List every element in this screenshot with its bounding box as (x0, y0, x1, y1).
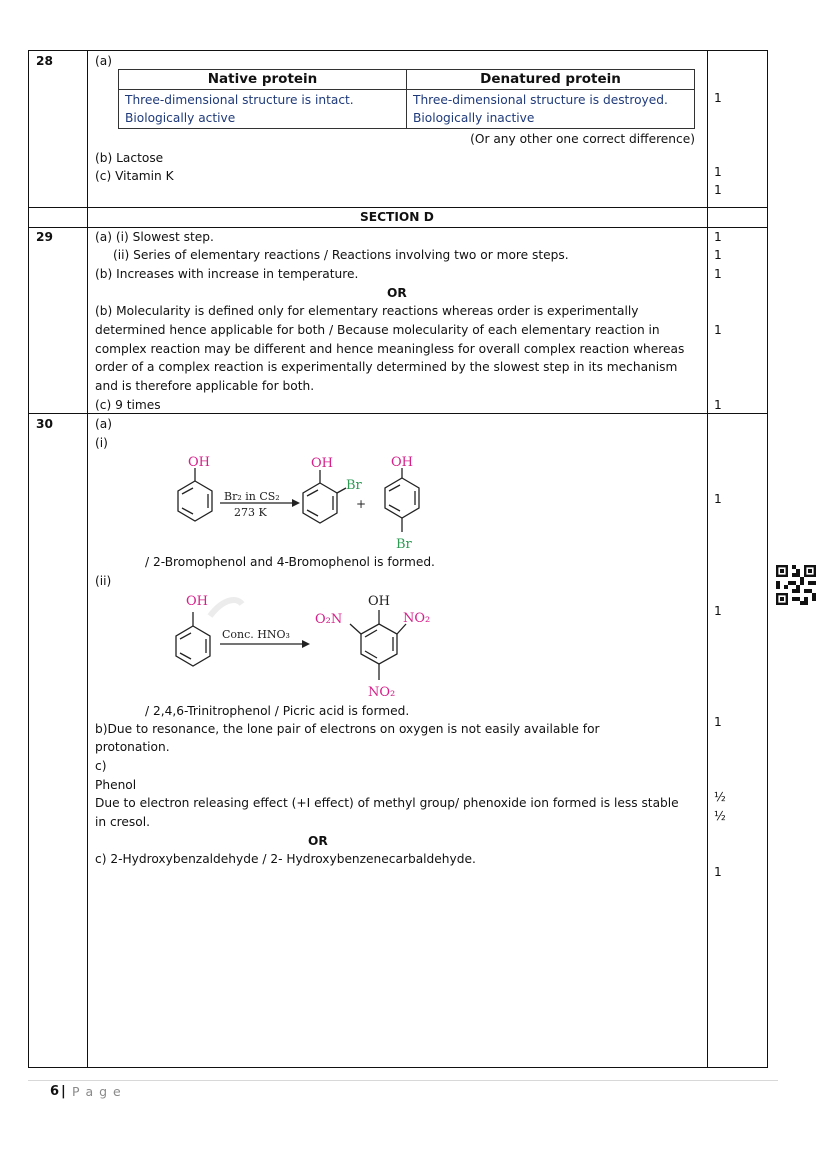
q30-mark-ii: 1 (714, 604, 722, 618)
reagent-br2-cs2: Br₂ in CS₂ (224, 490, 280, 503)
phenol-ring-1 (178, 468, 212, 521)
ortho-br: Br (346, 478, 362, 493)
q30-b-line-2: protonation. (95, 740, 170, 754)
q29-b-alt-2: determined hence applicable for both / Because molecularity of each elementary reaction in (95, 323, 660, 337)
q30-a-label: (a) (95, 417, 112, 431)
footer-separator: | (61, 1084, 66, 1099)
q30-number: 30 (36, 417, 53, 431)
q29-line-a-i: (a) (i) Slowest step. (95, 230, 214, 244)
table-border-top (28, 50, 768, 51)
q30-mark-b: 1 (714, 715, 722, 729)
q30-mark-c-reason: ½ (714, 809, 726, 823)
q30-i-label: (i) (95, 436, 108, 450)
footer-page-number: 6 (50, 1084, 60, 1099)
protein-comparison-table (118, 69, 695, 129)
row-divider-29 (28, 413, 768, 414)
q28-mark-a: 1 (714, 91, 722, 105)
q29-mark-5: 1 (714, 398, 722, 412)
picric-oh: OH (368, 594, 390, 609)
q29-number: 29 (36, 230, 53, 244)
native-line-2: Biologically active (125, 111, 236, 125)
nitration-reaction-diagram (160, 588, 450, 704)
section-d-heading: SECTION D (360, 210, 434, 224)
denatured-cell (407, 90, 695, 129)
q28-number: 28 (36, 54, 53, 68)
q30-mark-c-alt: 1 (714, 865, 722, 879)
q30-phenol: Phenol (95, 778, 137, 792)
q30-c-line-1: Due to electron releasing effect (+I effect) of methyl group/ phenoxide ion formed is less stable (95, 796, 679, 810)
q29-b-alt-3: complex reaction may be different and hence meaningless for overall complex reaction whereas (95, 342, 685, 356)
ortho-oh: OH (311, 456, 333, 471)
denatured-line-1: Three-dimensional structure is destroyed. (413, 93, 668, 107)
denatured-line-2: Biologically inactive (413, 111, 535, 125)
plus-sign: + (356, 497, 367, 511)
q30-ii-result: / 2,4,6-Trinitrophenol / Picric acid is formed. (145, 704, 410, 718)
q29-mark-3: 1 (714, 267, 722, 281)
q28-b: (b) Lactose (95, 151, 164, 165)
row-divider-section (28, 227, 768, 228)
reagent-273k: 273 K (234, 506, 267, 519)
col-divider-1 (87, 50, 88, 1068)
q28-a-label: (a) (95, 54, 112, 68)
phenol-oh-2: OH (186, 594, 208, 609)
q29-or: OR (387, 286, 407, 300)
q28-mark-b: 1 (714, 165, 722, 179)
q28-c: (c) Vitamin K (95, 169, 174, 183)
table-border-bottom (28, 1067, 768, 1068)
q30-c-label: c) (95, 759, 107, 773)
q28-or-other: (Or any other one correct difference) (470, 132, 695, 146)
q29-b-alt-5: and is therefore applicable for both. (95, 379, 315, 393)
bromophenol-ortho-ring (303, 470, 346, 523)
footer-divider (28, 1080, 778, 1081)
q29-line-a-ii: (ii) Series of elementary reactions / Reactions involving two or more steps. (113, 248, 569, 262)
q29-mark-2: 1 (714, 248, 722, 262)
phenol-ring-2 (176, 612, 210, 666)
table-border-right (767, 50, 768, 1068)
table-header-native: Native protein (119, 70, 407, 90)
q30-c-line-2: in cresol. (95, 815, 150, 829)
q30-mark-i: 1 (714, 492, 722, 506)
table-header-denatured: Denatured protein (407, 70, 695, 90)
reagent-conc-hno3: Conc. HNO₃ (222, 628, 290, 641)
q28-mark-c: 1 (714, 183, 722, 197)
picric-acid-ring (350, 610, 406, 680)
q29-mark-4: 1 (714, 323, 722, 337)
q30-c-alt: c) 2-Hydroxybenzaldehyde / 2- Hydroxybenzenecarbaldehyde. (95, 852, 476, 866)
watermark-swirl (210, 600, 242, 616)
picric-no2-right: NO₂ (403, 611, 431, 626)
bromination-reaction-diagram (170, 448, 430, 556)
q29-b-alt-4: order of a complex reaction is experimentally determined by the slowest step in its mechanism (95, 360, 678, 374)
q30-or: OR (308, 834, 328, 848)
q29-c: (c) 9 times (95, 398, 161, 412)
row-divider-28 (28, 207, 768, 208)
col-divider-2 (707, 50, 708, 1068)
reaction-arrowhead-2 (302, 640, 310, 648)
q30-b-line-1: b)Due to resonance, the lone pair of electrons on oxygen is not easily available for (95, 722, 600, 736)
native-cell (119, 90, 407, 129)
para-oh: OH (391, 455, 413, 470)
para-br: Br (396, 537, 412, 552)
picric-o2n: O₂N (315, 612, 343, 627)
bromophenol-para-ring (385, 468, 419, 532)
native-line-1: Three-dimensional structure is intact. (125, 93, 354, 107)
table-border-left (28, 50, 29, 1068)
q29-mark-1: 1 (714, 230, 722, 244)
footer-page-word: P a g e (72, 1084, 122, 1099)
q29-b-alt-1: (b) Molecularity is defined only for elementary reactions whereas order is experimentally (95, 304, 639, 318)
q30-mark-c-phenol: ½ (714, 790, 726, 804)
q30-i-result: / 2-Bromophenol and 4-Bromophenol is formed. (145, 555, 435, 569)
phenol-oh-1: OH (188, 455, 210, 470)
q29-line-b: (b) Increases with increase in temperature. (95, 267, 359, 281)
qr-code-icon (776, 565, 816, 605)
reaction-arrowhead-1 (292, 499, 300, 507)
q30-ii-label: (ii) (95, 574, 112, 588)
picric-no2-bottom: NO₂ (368, 685, 396, 700)
